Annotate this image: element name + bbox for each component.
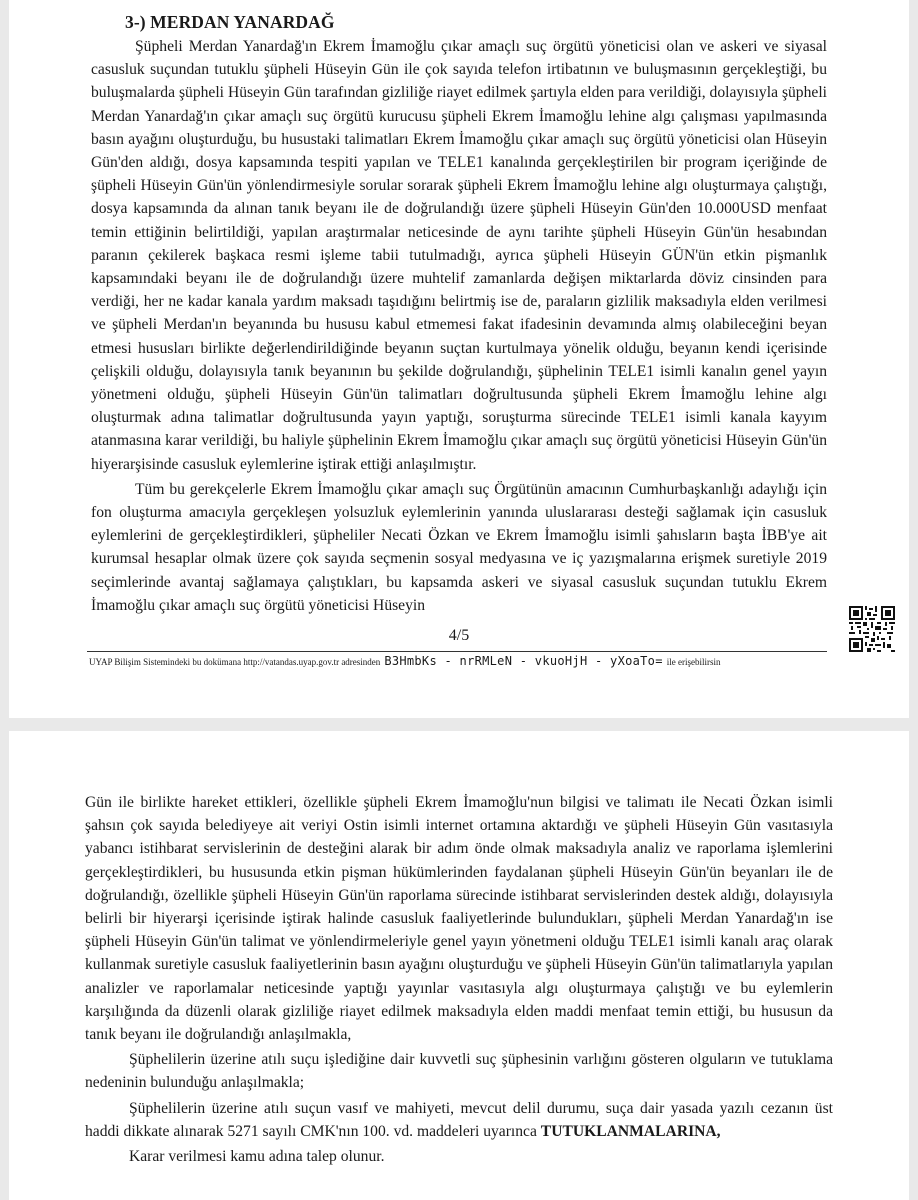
uyap-footer (89, 654, 825, 668)
section-heading: 3-) MERDAN YANARDAĞ (125, 12, 335, 32)
arrest-decision: TUTUKLANMALARINA, (540, 1122, 721, 1140)
paragraph-request: Karar verilmesi kamu adına talep olunur. (129, 1148, 385, 1166)
page-number: 4/5 (448, 627, 470, 644)
document-verification-code: B3HmbKs - nrRMLeN - vkuoHjH - yXoaTo= (384, 654, 663, 668)
paragraph-merdan-yanardag: Şüpheli Merdan Yanardağ'ın Ekrem İmamoğlu çıkar amaçlı suç örgütü yöneticisi olan ve askeri ve siyasal casusluk suçundan tutuklu şüpheli Hüseyin Gün ile çok sayıda telefon irtibatının ve buluşmasının gerçekleştiği, bu buluşmalarda şüpheli Hüseyin Gün tarafından gizliliğe riayet edilmek şartıyla elden para verildiği, dolayısıyla şüpheli Merdan Yanardağ'ın çıkar amaçlı suç örgütü kurucusu şüpheli Ekrem İmamoğlu lehine algı çalışması yapılmasında basın ayağını oluşturduğu, bu husustaki talimatları Ekrem İmamoğlu çıkar amaçlı suç örgütü yöneticisi olan Hüseyin Gün'den aldığı, dosya kapsamında tespiti yapılan ve TELE1 kanalında gerçekleştirilen bir program içeriğinde de şüpheli Hüseyin Gün'ün yönlendirmesiyle sorular sorarak şüpheli Ekrem İmamoğlu lehine algı oluşturmaya çalıştığı, dosya kapsamında da alınan tanık beyanı ile de doğrulandığı üzere şüpheli Hüseyin Gün'den 10.000USD menfaat temin ettiğinin belirtildiği, yapılan araştırmalar neticesinde de aynı tarihte şüpheli Hüseyin Gün'ün hesabından paranın çekilerek başkaca resmi işleme tabii tutulmadığı, ayrıca şüpheli Hüseyin GÜN'ün etkin pişmanlık kapsamındaki beyanı ile de doğrulandığı üzere muhtelif zamanlarda değişen miktarlarda döviz cinsinden para verdiği, her ne kadar kanala yardım maksadı taşıdığını belirtmiş ise de, paraların gizlilik maksadıyla elden verilmesi ve şüpheli Merdan'ın beyanında bu hususu kabul etmemesi fakat ifadesinin devamında almış olabileceğini beyan etmesi hususları birlikte değerlendirildiğinde beyanın suçtan kurtulmaya yönelik olduğu, beyanın kendi içerisinde çelişkili olduğu, dolayısıyla tanık beyanının bu şekilde doğrulandığı, şüphelinin TELE1 isimli kanalın genel yayın yönetmeni olduğu, şüpheli Hüseyin Gün'ün talimatları doğrultusunda şüpheli Ekrem İmamoğlu lehine algı oluşturmak adına talimatlar doğrultusunda yayın yaptığı, soruşturma sürecinde TELE1 isimli kanala kayyım atanmasına karar verildiği, bu haliyle şüphelinin Ekrem İmamoğlu çıkar amaçlı suç örgütü yöneticisi Hüseyin Gün'ün hiyerarşisinde casusluk eylemlerine iştirak ettiği anlaşılmıştır. (91, 38, 827, 473)
footer-divider (87, 651, 827, 652)
qr-code-icon (849, 606, 895, 652)
paragraph-conclusion-part1: Tüm bu gerekçelerle Ekrem İmamoğlu çıkar amaçlı suç Örgütünün amacının Cumhurbaşkanlığı adaylığı için fon oluşturma amacıyla gerçekleşen yolsuzluk eylemlerinin yanında uluslararası desteği sağlamak için casusluk eylemlerini de gerçekleştirdikleri, şüpheliler Necati Özkan ve Ekrem İmamoğlu isimli şahısların başta İBB'ye ait kurumsal hesaplar olmak üzere çok sayıda seçmenin sosyal medyasına ve iç yazışmalarına erişmek suretiyle 2019 seçimlerinde avantaj sağlamaya çalıştıkları, bu kapsamda askeri ve siyasal casusluk suçundan tutuklu Ekrem İmamoğlu çıkar amaçlı suç örgütü yöneticisi Hüseyin (91, 480, 827, 614)
paragraph-suspicion: Şüphelilerin üzerine atılı suçu işlediğine dair kuvvetli suç şüphesinin varlığını gösteren olguların ve tutuklama nedeninin bulunduğu anlaşılmakla; (85, 1051, 833, 1092)
paragraph-legal-basis (85, 1097, 833, 1143)
paragraph-conclusion-part2: Gün ile birlikte hareket ettikleri, özellikle şüpheli Ekrem İmamoğlu'nun bilgisi ve talimatı ile Necati Özkan isimli şahsın çok sayıda belediyeye ait veriyi Ostin isimli internet ortamına aktardığı ve şüpheli Hüseyin Gün vasıtasıyla yabancı istihbarat servislerinin de desteğini alarak bir adım önde olmak maksadıyla analiz ve raporlama işlemlerini gerçekleştirdikleri, bu hususunda etkin pişman hükümlerinden faydalanan şüpheli Hüseyin Gün'ün beyanları ile de doğrulandığı, özellikle şüpheli Hüseyin Gün'ün raporlama sürecinde istihbarat servislerinden destek aldığı, dolayısıyla belirli bir hiyerarşi içerisinde iştirak halinde casusluk faaliyetlerinde bulundukları, şüpheli Merdan Yanardağ'ın ise şüpheli Hüseyin Gün'ün talimat ve yönlendirmeleriyle genel yayın yönetmeni olduğu TELE1 isimli kanalı araç olarak kullanmak suretiyle casusluk faaliyetlerinin basın ayağını oluşturduğu ve şüpheli Hüseyin Gün'ün talimatlarıyla yapılan analizler ve raporlamalar neticesinde yaptığı yayınlar vasıtasıyla algı oluşturmaya çalıştığı ve bu eylemlerin karşılığında da düzenli olarak gizliliğe riayet edilmek maksadıyla elden maddi menfaat temin ettiği, bu hususun da tanık beyanı ile doğrulandığı anlaşılmakla, (85, 794, 833, 1044)
page-gap (0, 718, 918, 731)
footer-suffix: ile erişebilirsin (666, 657, 721, 667)
footer-prefix: UYAP Bilişim Sistemindeki bu dokümana http://vatandas.uyap.gov.tr adresinden (89, 657, 381, 667)
document-page-5 (9, 731, 909, 1200)
legal-basis-text: Şüphelilerin üzerine atılı suçun vasıf ve mahiyeti, mevcut delil durumu, suça dair yasada yazılı cezanın üst haddi dikkate alınarak 5271 sayılı CMK'nın 100. vd. maddeleri uyarınca (85, 1099, 833, 1140)
document-page-4 (9, 0, 909, 718)
